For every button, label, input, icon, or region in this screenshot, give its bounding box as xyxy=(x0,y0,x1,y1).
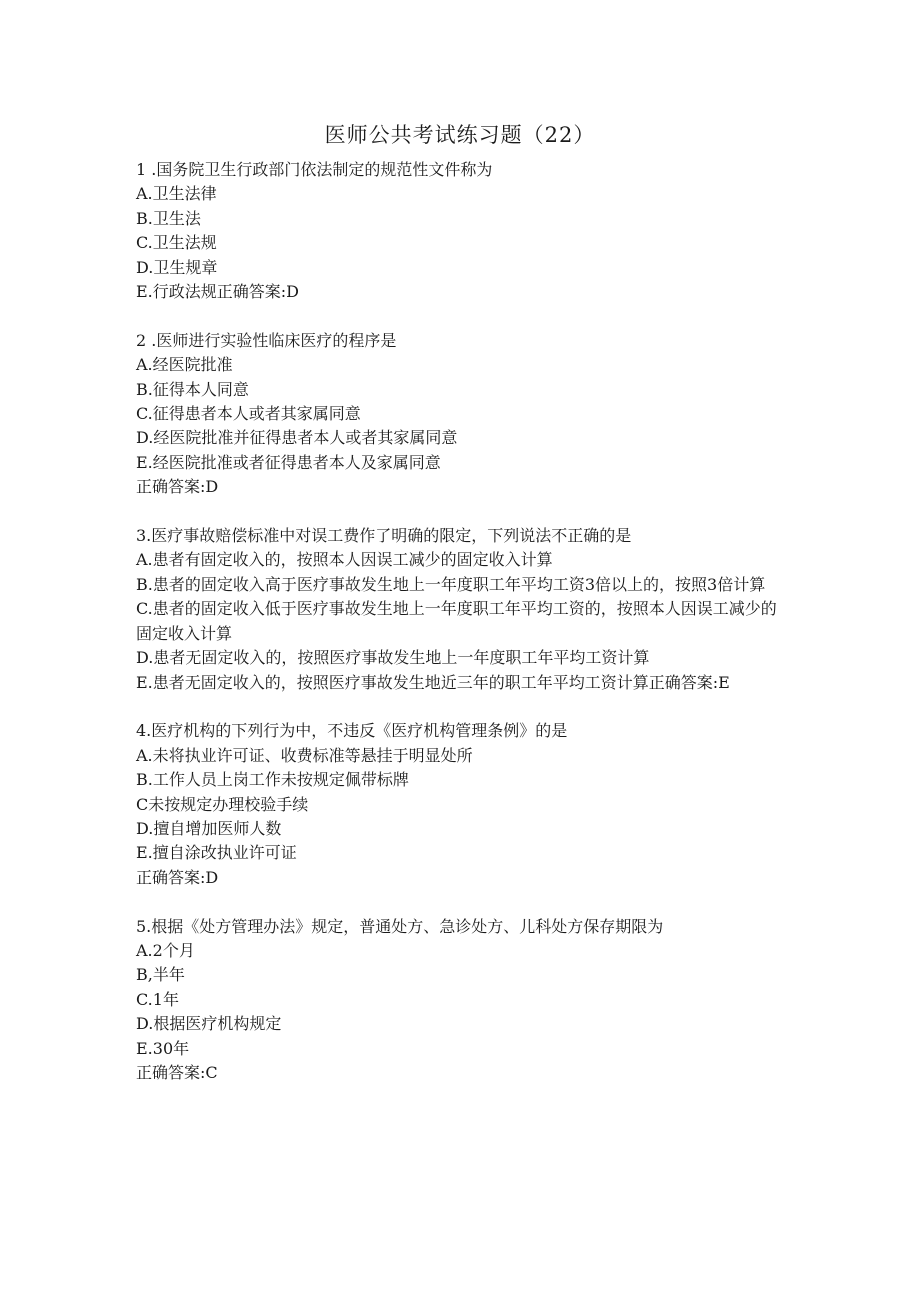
option-d: D.擅自增加医师人数 xyxy=(136,818,282,838)
question-stem: 2 .医师进行实验性临床医疗的程序是 xyxy=(136,330,397,350)
question-list xyxy=(136,158,784,1110)
option-d: D.经医院批准并征得患者本人或者其家属同意 xyxy=(136,428,458,448)
option-c: C未按规定办理校验手续 xyxy=(136,794,309,814)
option-e-with-answer: E.患者无固定收入的，按照医疗事故发生地近三年的职工年平均工资计算正确答案:E xyxy=(136,672,730,692)
option-b: B.卫生法 xyxy=(136,208,201,228)
question-2 xyxy=(136,329,784,500)
option-a: A.未将执业许可证、收费标准等悬挂于明显处所 xyxy=(136,745,473,765)
question-stem: 1 .国务院卫生行政部门依法制定的规范性文件称为 xyxy=(136,160,493,179)
option-c: C.1年 xyxy=(136,989,179,1009)
option-c: C.征得患者本人或者其家属同意 xyxy=(136,404,361,424)
option-c: C.患者的固定收入低于医疗事故发生地上一年度职工年平均工资的，按照本人因误工减少的固定收入计算 xyxy=(136,599,777,643)
option-e: E.30年 xyxy=(136,1038,190,1058)
question-4 xyxy=(136,719,784,890)
option-d: D.根据医疗机构规定 xyxy=(136,1014,282,1034)
correct-answer: 正确答案:C xyxy=(136,1062,218,1082)
option-a: A.2个月 xyxy=(136,940,195,960)
option-d: D.患者无固定收入的，按照医疗事故发生地上一年度职工年平均工资计算 xyxy=(136,648,650,668)
option-d: D.卫生规章 xyxy=(136,257,218,277)
question-stem: 3.医疗事故赔偿标准中对误工费作了明确的限定，下列说法不正确的是 xyxy=(136,526,632,546)
option-a: A.患者有固定收入的，按照本人因误工减少的固定收入计算 xyxy=(136,550,553,570)
option-b: B.工作人员上岗工作未按规定佩带标牌 xyxy=(136,770,409,790)
question-stem: 4.医疗机构的下列行为中，不违反《医疗机构管理条例》的是 xyxy=(136,721,568,741)
option-a: A.卫生法律 xyxy=(136,184,217,204)
correct-answer: 正确答案:D xyxy=(136,867,219,887)
question-1 xyxy=(136,158,784,304)
option-e: E.擅自涂改执业许可证 xyxy=(136,843,297,863)
option-a: A.经医院批准 xyxy=(136,355,233,375)
option-b: B.征得本人同意 xyxy=(136,379,249,399)
option-c: C.卫生法规 xyxy=(136,233,217,253)
correct-answer: 正确答案:D xyxy=(136,477,219,497)
option-e-with-answer: E.行政法规正确答案:D xyxy=(136,282,299,302)
question-3 xyxy=(136,524,784,695)
option-e: E.经医院批准或者征得患者本人及家属同意 xyxy=(136,452,441,472)
option-b: B,半年 xyxy=(136,965,185,985)
question-5 xyxy=(136,915,784,1086)
question-stem: 5.根据《处方管理办法》规定，普通处方、急诊处方、儿科处方保存期限为 xyxy=(136,916,664,936)
option-b: B.患者的固定收入高于医疗事故发生地上一年度职工年平均工资3倍以上的，按照3倍计算 xyxy=(136,574,766,594)
page-title: 医师公共考试练习题（22） xyxy=(324,123,596,147)
